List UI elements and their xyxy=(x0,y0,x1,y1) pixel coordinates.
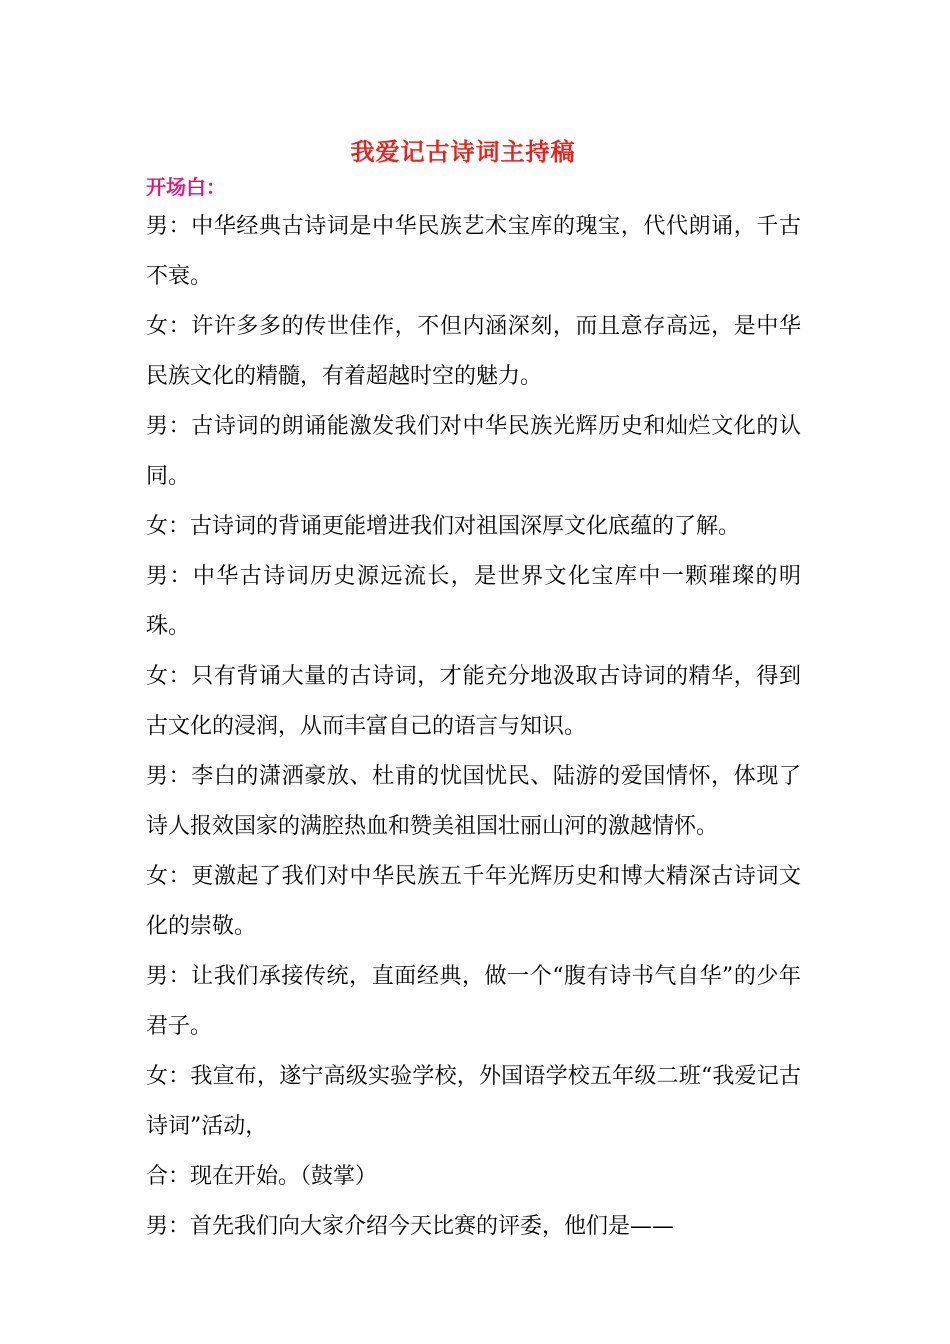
script-line: 男：中华经典古诗词是中华民族艺术宝库的瑰宝，代代朗诵，千古不衰。 xyxy=(146,214,801,289)
script-line: 女：只有背诵大量的古诗词，才能充分地汲取古诗词的精华，得到古文化的浸润，从而丰富自己的语言与知识。 xyxy=(146,664,801,739)
script-line: 男：首先我们向大家介绍今天比赛的评委，他们是—— xyxy=(146,1214,675,1239)
script-body xyxy=(146,202,801,1252)
script-line: 男：李白的潇洒豪放、杜甫的忧国忧民、陆游的爱国情怀，体现了诗人报效国家的满腔热血和赞美祖国壮丽山河的激越情怀。 xyxy=(146,764,801,839)
script-line: 女：我宣布，遂宁高级实验学校，外国语学校五年级二班“我爱记古诗词”活动， xyxy=(146,1064,801,1139)
section-heading: 开场白： xyxy=(146,175,226,199)
document-title: 我爱记古诗词主持稿 xyxy=(350,138,576,166)
script-line: 男：让我们承接传统，直面经典，做一个“腹有诗书气自华”的少年君子。 xyxy=(146,964,801,1039)
script-line: 男：中华古诗词历史源远流长，是世界文化宝库中一颗璀璨的明珠。 xyxy=(146,564,801,639)
script-line: 女：更激起了我们对中华民族五千年光辉历史和博大精深古诗词文化的崇敬。 xyxy=(146,864,801,939)
script-line: 女：古诗词的背诵更能增进我们对祖国深厚文化底蕴的了解。 xyxy=(146,514,741,539)
script-line: 合：现在开始。（鼓掌） xyxy=(146,1164,378,1189)
script-line: 男：古诗词的朗诵能激发我们对中华民族光辉历史和灿烂文化的认同。 xyxy=(146,414,801,489)
script-line: 女：许许多多的传世佳作，不但内涵深刻，而且意存高远，是中华民族文化的精髓，有着超越时空的魅力。 xyxy=(146,314,801,389)
